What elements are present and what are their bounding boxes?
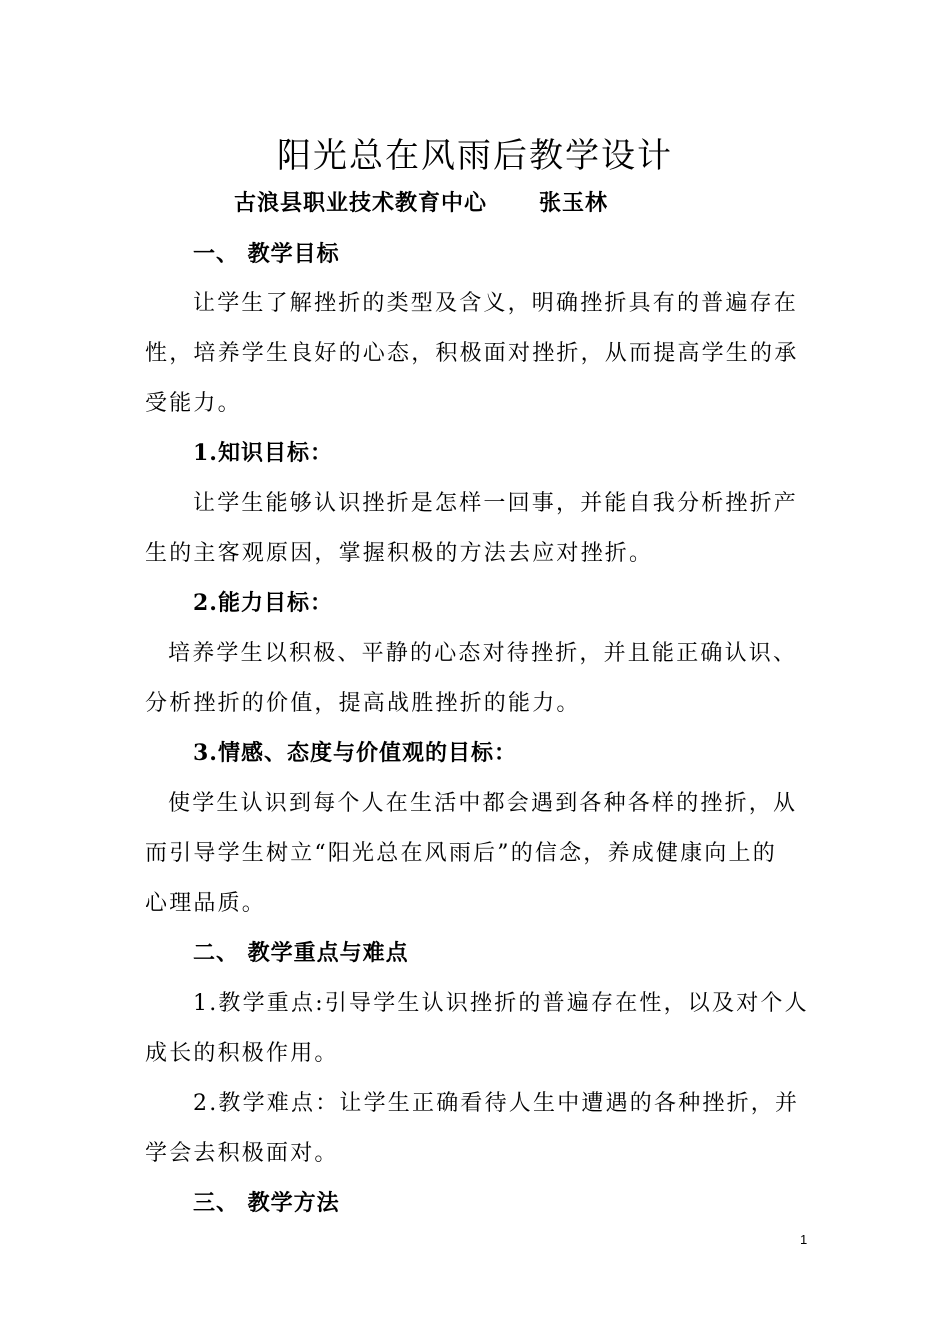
author-line: 古浪县职业技术教育中心 张玉林	[234, 190, 608, 216]
emotion-line: 使学生认识到每个人在生活中都会遇到各种各样的挫折，从	[168, 791, 798, 816]
document-title: 阳光总在风雨后教学设计	[277, 136, 673, 176]
section-heading-keypoints: 二、 教学重点与难点	[193, 940, 409, 966]
emotion-line: 而引导学生树立“阳光总在风雨后”的信念，养成健康向上的	[145, 841, 777, 866]
section-heading-goals: 一、 教学目标	[193, 241, 340, 267]
goals-para-line: 性，培养学生良好的心态，积极面对挫折，从而提高学生的承	[145, 341, 799, 366]
difficulty-line: 2.教学难点：让学生正确看待人生中遭遇的各种挫折，并	[193, 1091, 800, 1116]
ability-line: 分析挫折的价值，提高战胜挫折的能力。	[145, 691, 581, 716]
ability-line: 培养学生以积极、平静的心态对待挫折，并且能正确认识、	[168, 641, 798, 666]
knowledge-line: 生的主客观原因，掌握积极的方法去应对挫折。	[145, 541, 654, 566]
subheading-knowledge: 1.知识目标：	[193, 440, 333, 466]
page-number: 1	[800, 1232, 808, 1247]
subheading-ability: 2.能力目标：	[193, 590, 333, 616]
difficulty-line: 学会去积极面对。	[145, 1141, 339, 1166]
section-heading-methods: 三、 教学方法	[193, 1190, 340, 1216]
goals-para-line: 让学生了解挫折的类型及含义，明确挫折具有的普遍存在	[193, 291, 799, 316]
goals-para-line: 受能力。	[145, 391, 242, 416]
subheading-emotion: 3.情感、态度与价值观的目标：	[193, 740, 517, 766]
knowledge-line: 让学生能够认识挫折是怎样一回事，并能自我分析挫折产	[193, 491, 799, 516]
key-point-line: 成长的积极作用。	[145, 1041, 339, 1066]
key-point-line: 1.教学重点:引导学生认识挫折的普遍存在性，以及对个人	[193, 991, 809, 1016]
emotion-line: 心理品质。	[145, 891, 267, 916]
